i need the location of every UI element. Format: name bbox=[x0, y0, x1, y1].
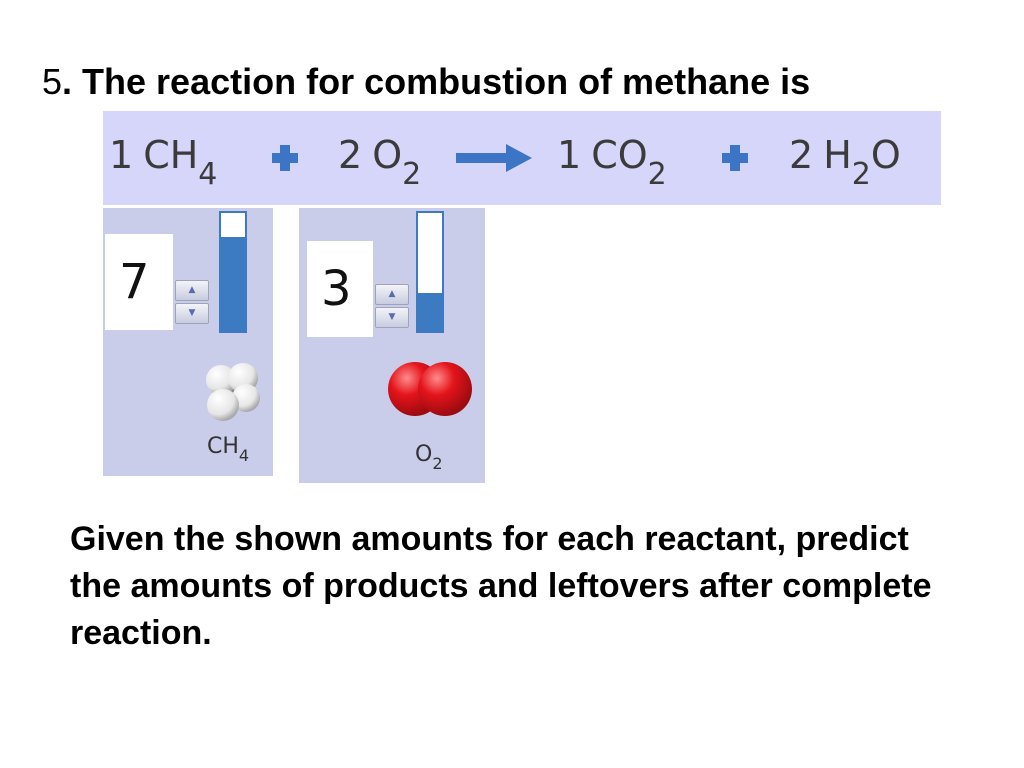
term-coefficient: 1 bbox=[557, 133, 582, 177]
plus-icon bbox=[272, 145, 298, 171]
equation-term-ch4 bbox=[109, 133, 218, 192]
right-arrow-icon bbox=[456, 144, 532, 172]
question-number: 5 bbox=[42, 61, 63, 102]
reactant-panel-o2 bbox=[299, 208, 485, 483]
term-symbol: CO bbox=[591, 133, 648, 177]
decrement-button[interactable]: ▼ bbox=[175, 303, 209, 324]
term-symbol: O bbox=[372, 133, 403, 177]
page-title bbox=[42, 58, 810, 106]
ch4-quantity-stepper[interactable] bbox=[175, 280, 211, 326]
formula-symbol: O bbox=[415, 442, 433, 467]
ch4-formula-label bbox=[207, 434, 250, 465]
reactant-panel-ch4 bbox=[103, 208, 273, 476]
increment-button[interactable]: ▲ bbox=[175, 280, 209, 301]
o2-formula-label bbox=[415, 442, 443, 473]
term-symbol: H bbox=[823, 133, 852, 177]
term-suffix: O bbox=[870, 133, 901, 177]
ch4-level-bar bbox=[219, 211, 247, 333]
formula-subscript: 2 bbox=[432, 454, 443, 473]
term-coefficient: 2 bbox=[789, 133, 814, 177]
o2-quantity-stepper[interactable] bbox=[375, 284, 411, 330]
term-subscript: 2 bbox=[402, 157, 422, 192]
question-text: Given the shown amounts for each reactant, predict the amounts of products and leftovers after complete reaction. bbox=[70, 520, 932, 652]
ch4-level-fill bbox=[221, 237, 245, 331]
oxygen-molecule-icon bbox=[385, 354, 477, 424]
methane-molecule-icon bbox=[199, 358, 263, 426]
term-subscript: 4 bbox=[198, 157, 218, 192]
reaction-equation bbox=[103, 111, 941, 205]
term-coefficient: 2 bbox=[338, 133, 363, 177]
equation-term-h2o bbox=[789, 133, 901, 192]
formula-subscript: 4 bbox=[238, 446, 250, 465]
o2-quantity-field[interactable]: 3 bbox=[307, 241, 373, 337]
formula-symbol: CH bbox=[207, 434, 239, 459]
decrement-button[interactable]: ▼ bbox=[375, 307, 409, 328]
term-symbol: CH bbox=[143, 133, 199, 177]
term-coefficient: 1 bbox=[109, 133, 134, 177]
ch4-quantity-field[interactable]: 7 bbox=[105, 234, 173, 330]
title-text: . The reaction for combustion of methane is bbox=[62, 61, 811, 102]
term-subscript: 2 bbox=[647, 157, 667, 192]
increment-button[interactable]: ▲ bbox=[375, 284, 409, 305]
o2-level-bar bbox=[416, 211, 444, 333]
o2-level-fill bbox=[418, 293, 442, 331]
plus-icon bbox=[722, 145, 748, 171]
equation-term-o2 bbox=[338, 133, 422, 192]
term-subscript: 2 bbox=[851, 157, 871, 192]
equation-term-co2 bbox=[557, 133, 667, 192]
